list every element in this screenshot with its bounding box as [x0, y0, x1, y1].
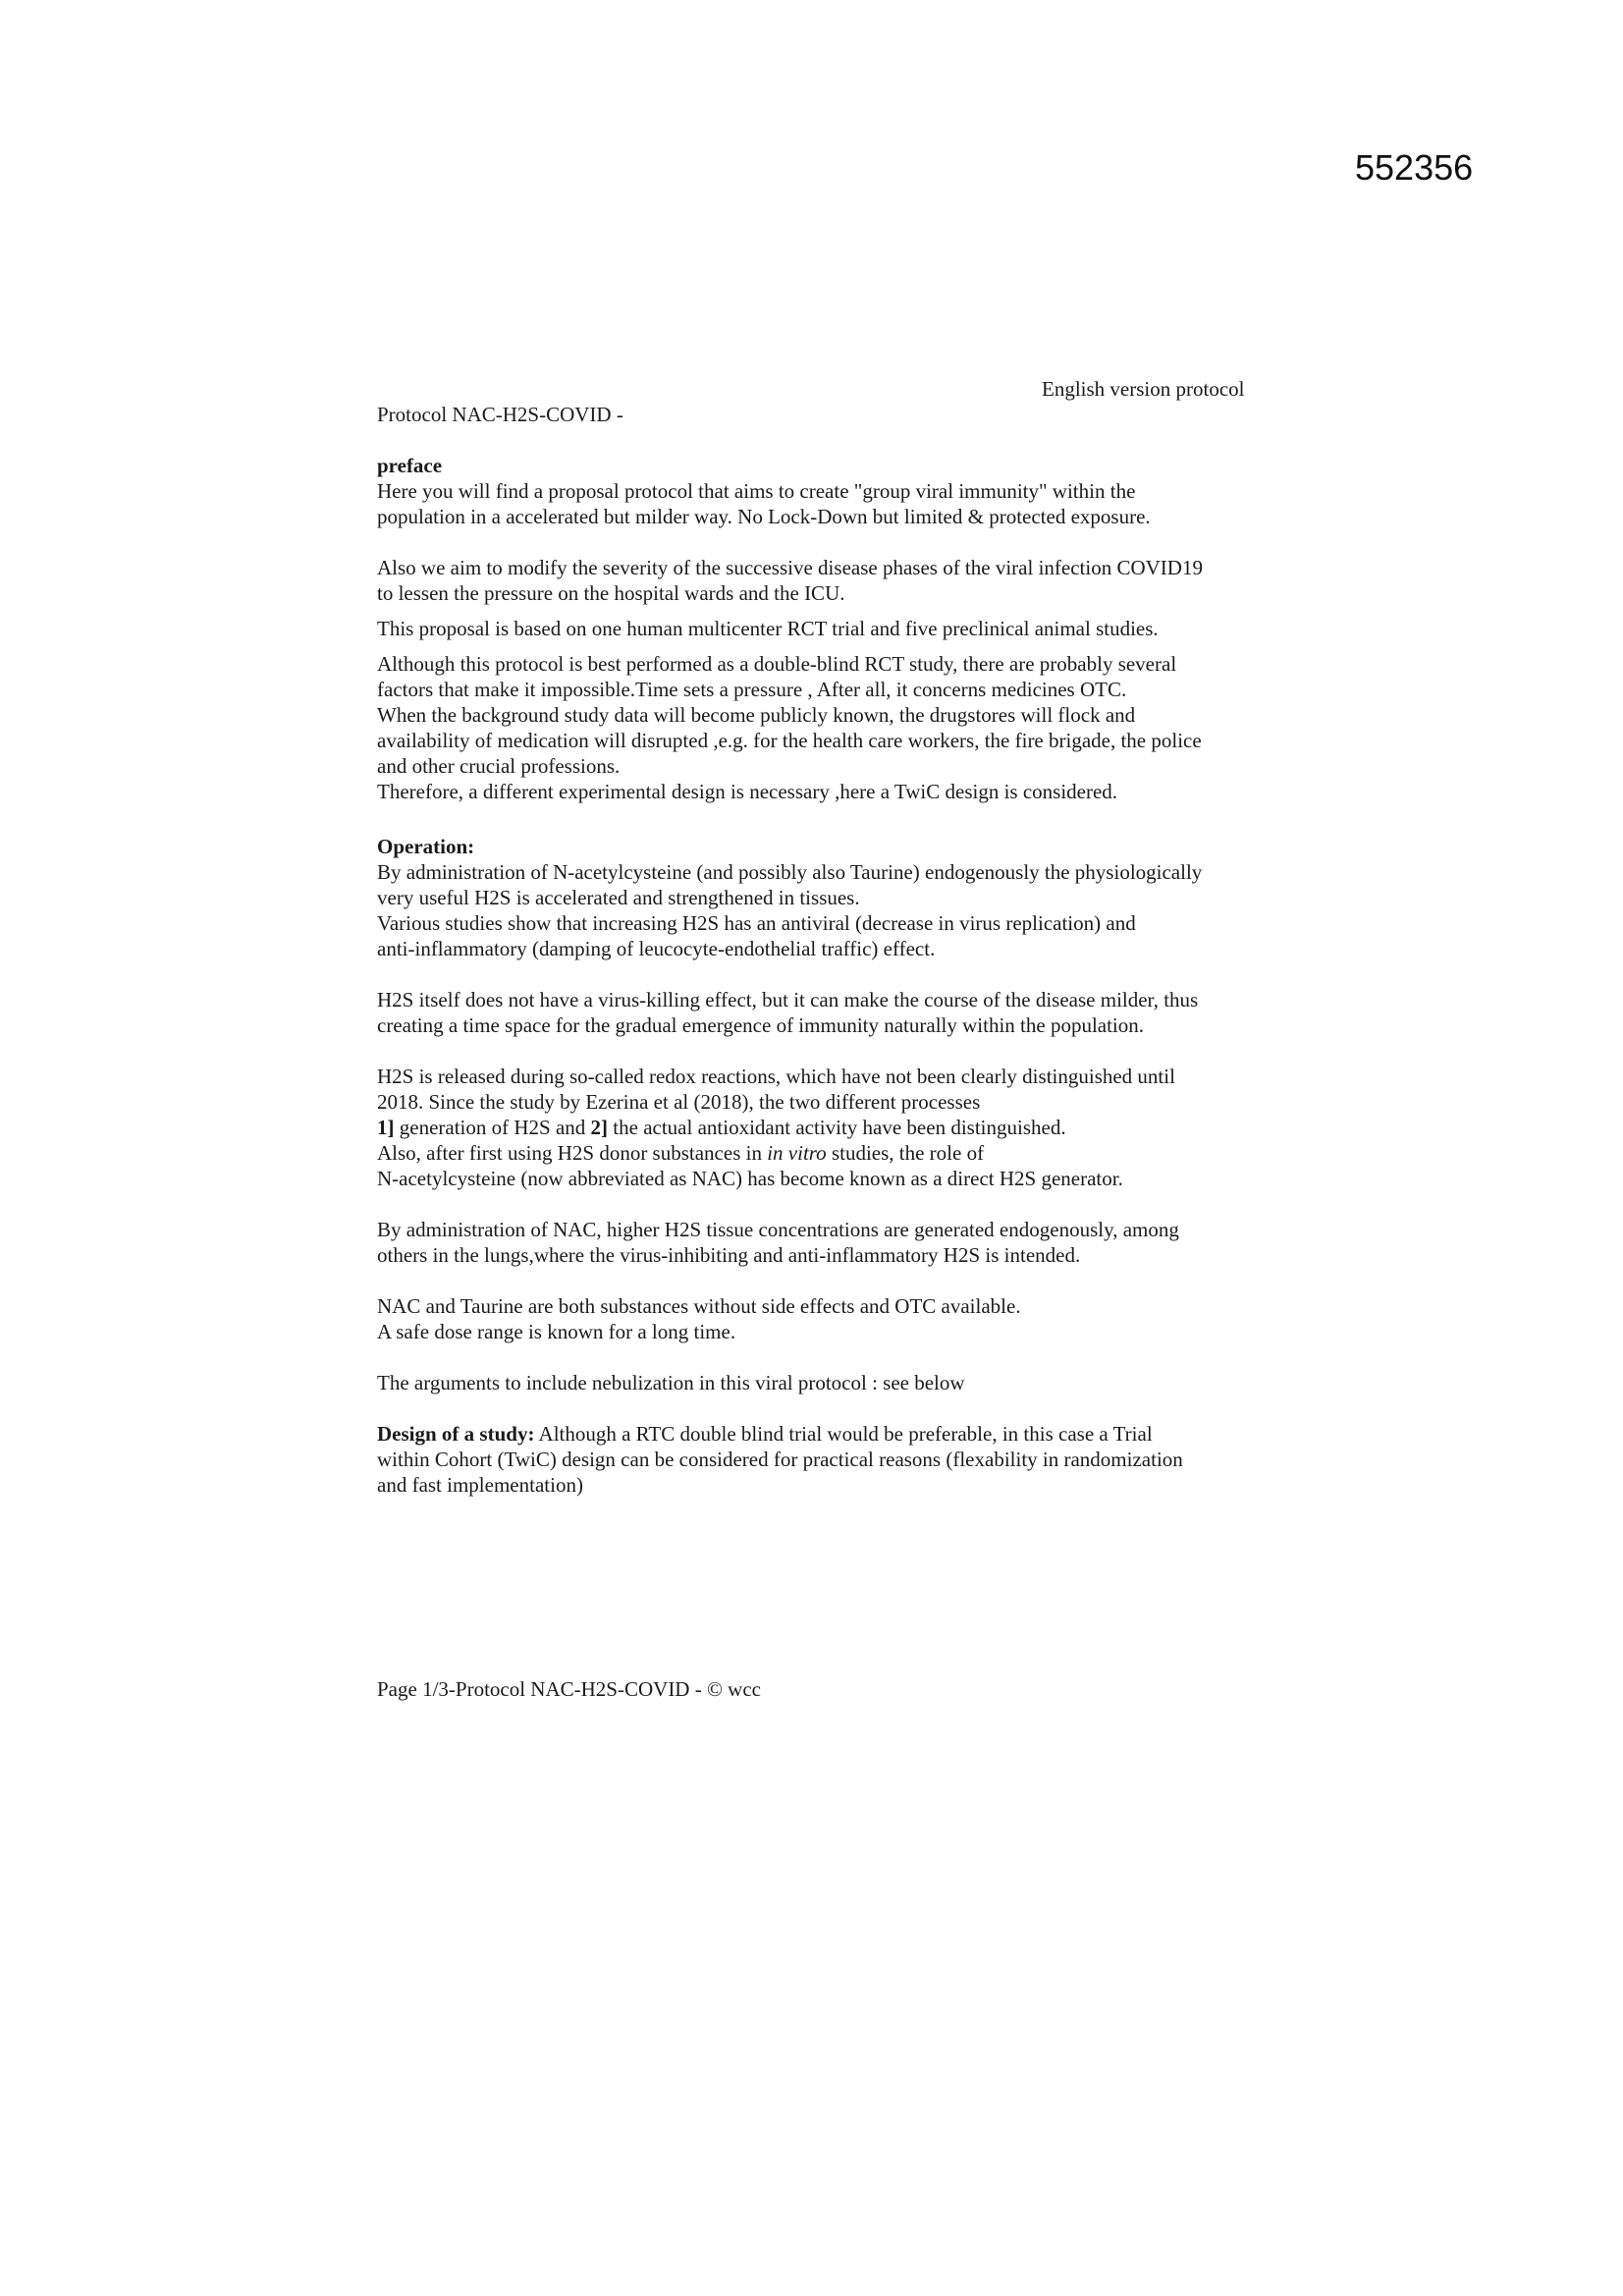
- paragraph-line: A safe dose range is known for a long time.: [377, 1320, 736, 1343]
- document-id: 552356: [1355, 147, 1474, 188]
- paragraph-line: By administration of NAC, higher H2S tissue concentrations are generated endogenously, among: [377, 1218, 1179, 1241]
- paragraph-line: Also we aim to modify the severity of the successive disease phases of the viral infection COVID19: [377, 556, 1203, 579]
- design-label: Design of a study:: [377, 1422, 535, 1446]
- text-span: Also, after first using H2S donor substances in: [377, 1141, 768, 1165]
- preface-paragraph-4: [377, 651, 1261, 804]
- preface-heading: preface: [377, 454, 443, 477]
- text-span: Although a RTC double blind trial would be preferable, in this case a Trial: [534, 1422, 1153, 1446]
- version-label: English version protocol: [1042, 377, 1245, 401]
- list-number: 1]: [377, 1116, 395, 1139]
- paragraph-line: When the background study data will become publicly known, the drugstores will flock and: [377, 703, 1136, 727]
- paragraph-line: anti-inflammatory (damping of leucocyte-endothelial traffic) effect.: [377, 937, 936, 960]
- document-body: [377, 402, 1261, 1498]
- paragraph-line: to lessen the pressure on the hospital wards and the ICU.: [377, 581, 845, 605]
- paragraph-line: H2S is released during so-called redox reactions, which have not been clearly distinguished until: [377, 1065, 1175, 1088]
- list-text: the actual antioxidant activity have been distinguished.: [608, 1116, 1066, 1139]
- paragraph-line: availability of medication will disrupted ,e.g. for the health care workers, the fire brigade, the police: [377, 729, 1202, 752]
- text-span: studies, the role of: [826, 1141, 985, 1165]
- paragraph-line: and other crucial professions.: [377, 754, 621, 778]
- process-list-line: [377, 1115, 1261, 1140]
- paragraph-line: factors that make it impossible.Time sets a pressure , After all, it concerns medicines OTC.: [377, 678, 1127, 701]
- paragraph-line: Although this protocol is best performed as a double-blind RCT study, there are probably several: [377, 652, 1177, 676]
- paragraph-line: within Cohort (TwiC) design can be considered for practical reasons (flexability in randomization: [377, 1448, 1183, 1471]
- paragraph-line: By administration of N-acetylcysteine (and possibly also Taurine) endogenously the physiologically: [377, 860, 1203, 884]
- design-paragraph: [377, 1421, 1261, 1447]
- protocol-title: Protocol NAC-H2S-COVID -: [377, 403, 623, 426]
- paragraph-line: This proposal is based on one human multicenter RCT trial and five preclinical animal studies.: [377, 617, 1159, 640]
- preface-line: population in a accelerated but milder way. No Lock-Down but limited & protected exposure.: [377, 505, 1151, 528]
- paragraph-line: and fast implementation): [377, 1473, 583, 1497]
- paragraph-line: very useful H2S is accelerated and strengthened in tissues.: [377, 886, 860, 909]
- paragraph-line: others in the lungs,where the virus-inhibiting and anti-inflammatory H2S is intended.: [377, 1243, 1081, 1267]
- paragraph-line: 2018. Since the study by Ezerina et al (2018), the two different processes: [377, 1090, 981, 1114]
- preface-line: Here you will find a proposal protocol that aims to create "group viral immunity" within the: [377, 479, 1136, 503]
- paragraph-line: NAC and Taurine are both substances without side effects and OTC available.: [377, 1294, 1021, 1318]
- paragraph-line: The arguments to include nebulization in this viral protocol : see below: [377, 1371, 965, 1394]
- paragraph-line: creating a time space for the gradual emergence of immunity naturally within the population.: [377, 1013, 1145, 1037]
- page-footer: Page 1/3-Protocol NAC-H2S-COVID - © wcc: [377, 1677, 761, 1701]
- operation-heading: Operation:: [377, 835, 475, 858]
- paragraph-line: H2S itself does not have a virus-killing effect, but it can make the course of the disease milder, thus: [377, 988, 1199, 1011]
- paragraph-line: [377, 1140, 1261, 1166]
- paragraph-line: N-acetylcysteine (now abbreviated as NAC) has become known as a direct H2S generator.: [377, 1167, 1123, 1190]
- italic-text: in vitro: [767, 1141, 827, 1165]
- list-number: 2]: [590, 1116, 609, 1139]
- list-text: generation of H2S and: [394, 1116, 591, 1139]
- paragraph-line: Various studies show that increasing H2S has an antiviral (decrease in virus replication) and: [377, 911, 1136, 935]
- paragraph-line: Therefore, a different experimental design is necessary ,here a TwiC design is considered.: [377, 780, 1118, 803]
